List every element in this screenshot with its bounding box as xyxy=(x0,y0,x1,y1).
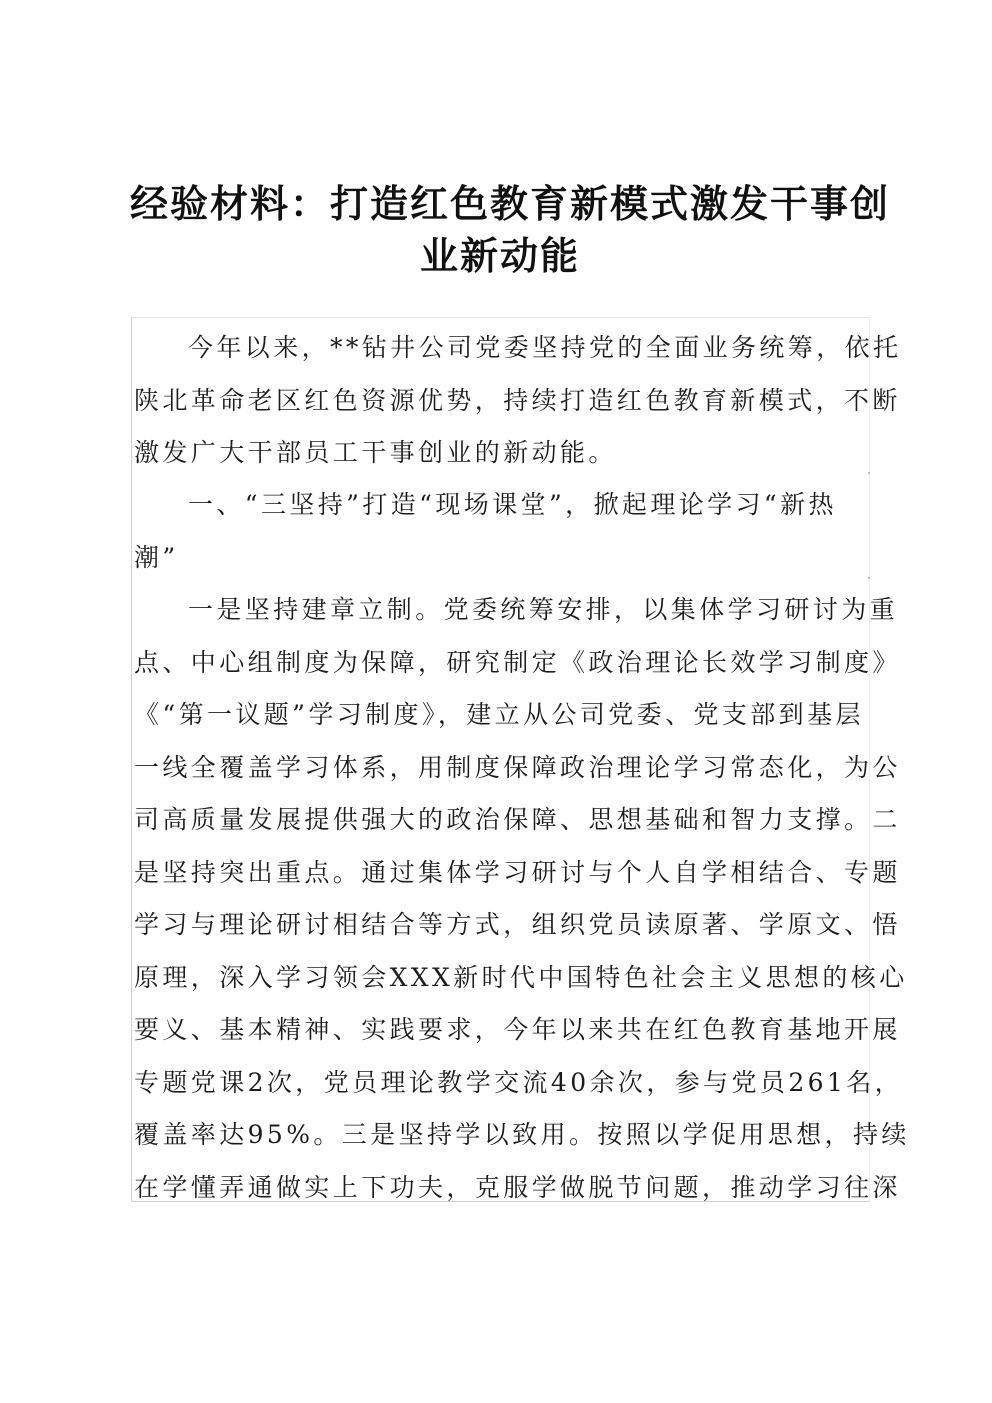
body-paragraph xyxy=(134,584,910,1214)
heading-line: 潮” xyxy=(134,542,179,572)
paragraph-line: 覆盖率达95%。三是坚持学以致用。按照以学促用思想，持续 xyxy=(134,1120,910,1149)
heading-line: 一、“三坚持”打造“现场课堂”，掀起理论学习“新热 xyxy=(188,490,837,519)
paragraph-line: 今年以来，**钻井公司党委坚持党的全面业务统筹，依托 xyxy=(188,333,902,362)
paragraph-line: 学习与理论研讨相结合等方式，组织党员读原著、学原文、悟 xyxy=(134,910,901,939)
paragraph-line: 一线全覆盖学习体系，用制度保障政治理论学习常态化，为公 xyxy=(134,752,901,782)
paragraph-line: 原理，深入学习领会XXX新时代中国特色社会主义思想的核心 xyxy=(134,962,908,992)
paragraph-line: 激发广大干部员工干事创业的新动能。 xyxy=(134,438,617,467)
paragraph-line: 陕北革命老区红色资源优势，持续打造红色教育新模式，不断 xyxy=(134,385,901,415)
paragraph-line: 《“第一议题”学习制度》，建立从公司党委、党支部到基层 xyxy=(134,700,864,729)
paragraph-line: 要义、基本精神、实践要求，今年以来共在红色教育基地开展 xyxy=(134,1015,901,1044)
paragraph-line: 是坚持突出重点。通过集体学习研讨与个人自学相结合、专题 xyxy=(134,857,901,887)
intro-paragraph xyxy=(134,322,902,480)
title-line-1: 经验材料：打造红色教育新模式激发干事创 xyxy=(130,182,891,226)
title-line-2: 业新动能 xyxy=(419,234,580,278)
document-title xyxy=(130,178,891,282)
section-heading-1 xyxy=(134,479,874,584)
paragraph-line: 点、中心组制度为保障，研究制定《政治理论长效学习制度》 xyxy=(134,647,901,677)
paragraph-line: 一是坚持建章立制。党委统筹安排，以集体学习研讨为重 xyxy=(188,595,899,624)
paragraph-line: 在学懂弄通做实上下功夫，克服学做脱节问题，推动学习往深 xyxy=(134,1172,901,1202)
paragraph-line: 司高质量发展提供强大的政治保障、思想基础和智力支撑。二 xyxy=(134,805,901,834)
paragraph-line: 专题党课2次，党员理论教学交流40余次，参与党员261名， xyxy=(134,1067,904,1097)
